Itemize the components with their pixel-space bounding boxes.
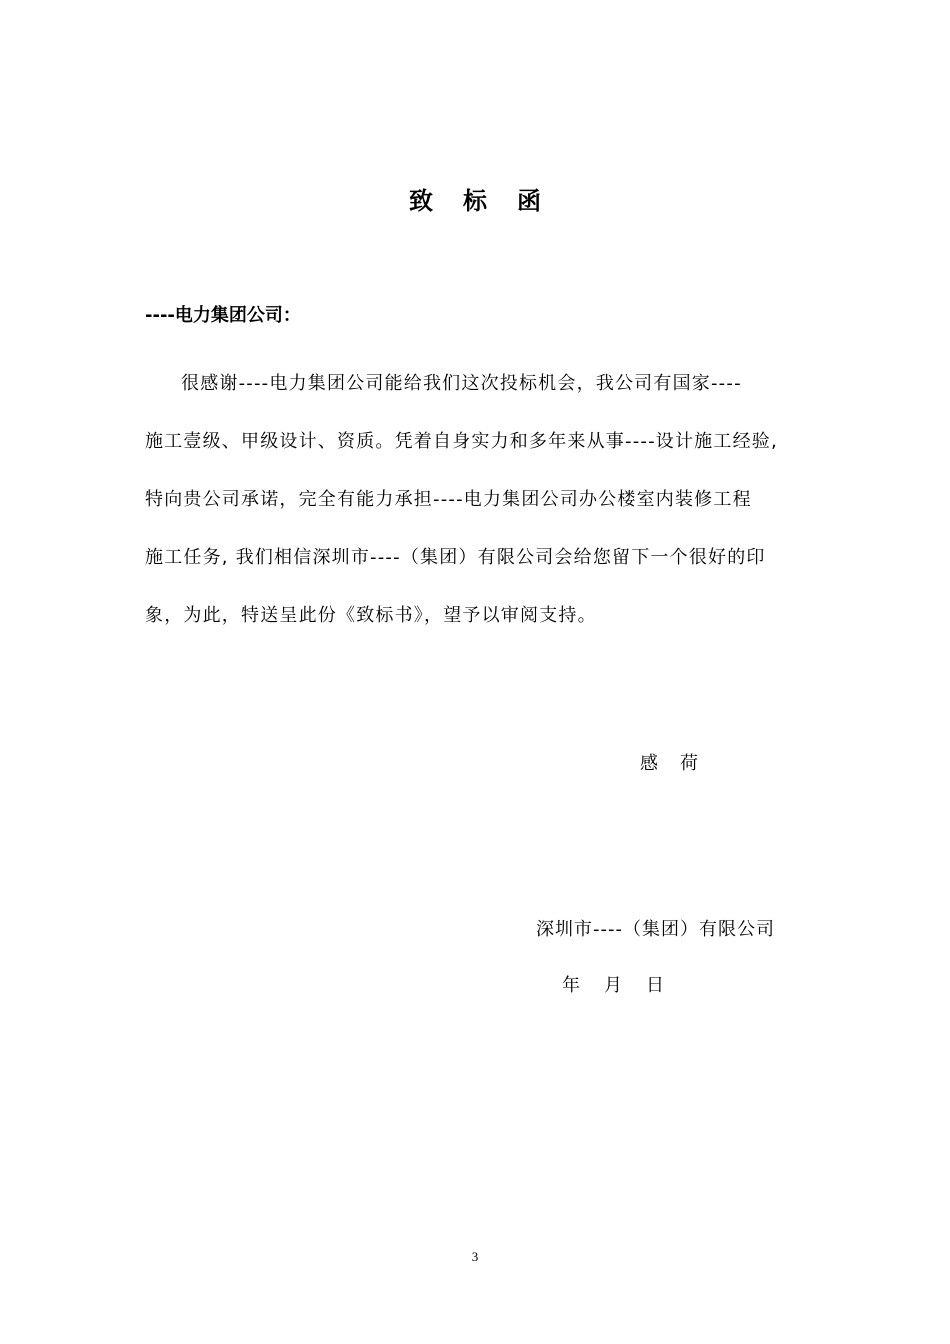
date-line: 年月日 (562, 975, 688, 996)
body-line: 很感谢----电力集团公司能给我们这次投标机会，我公司有国家---- (181, 373, 742, 394)
body-line: 施工壹级、甲级设计、资质。凭着自身实力和多年来从事----设计施工经验, (145, 431, 778, 452)
page-title: 致标函 (409, 187, 571, 215)
salutation: ----电力集团公司： (145, 305, 301, 326)
signer-company: 深圳市----（集团）有限公司 (536, 919, 775, 940)
body-line: 特向贵公司承诺，完全有能力承担----电力集团公司办公楼室内装修工程 (145, 489, 752, 510)
body-line: 象，为此，特送呈此份《致标书》，望予以审阅支持。 (145, 605, 597, 626)
closing-remark: 感荷 (640, 753, 720, 774)
letter-body (145, 355, 825, 645)
page-number: 3 (471, 1249, 479, 1264)
body-line: 施工任务, 我们相信深圳市----（集团）有限公司会给您留下一个很好的印 (145, 547, 766, 568)
